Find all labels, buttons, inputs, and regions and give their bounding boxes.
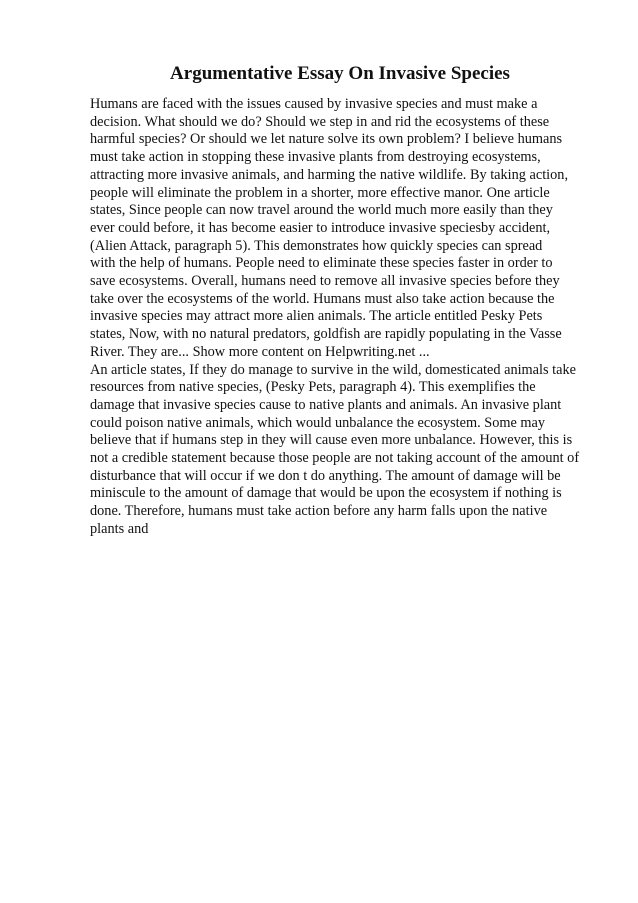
text-line: must take action in stopping these invasive plants from destroying ecosystems, — [90, 149, 541, 166]
text-line: states, Now, with no natural predators, goldfish are rapidly populating in the Vasse — [90, 326, 562, 343]
text-line: people will eliminate the problem in a shorter, more effective manor. One article — [90, 184, 550, 201]
text-line: disturbance that will occur if we don t do anything. The amount of damage will be — [90, 467, 561, 484]
essay-body — [90, 96, 600, 539]
text-line: Humans are faced with the issues caused by invasive species and must make a — [90, 96, 538, 112]
text-line: decision. What should we do? Should we step in and rid the ecosystems of these — [90, 113, 550, 130]
text-line: attracting more invasive animals, and harming the native wildlife. By taking action, — [90, 166, 569, 183]
text-line: harmful species? Or should we let nature solve its own problem? I believe humans — [90, 131, 563, 148]
text-line: River. They are... Show more content on Helpwriting.net ... — [90, 343, 430, 360]
text-line: believe that if humans step in they will cause even more unbalance. However, this is — [90, 432, 573, 449]
text-line: states, Since people can now travel around the world much more easily than they — [90, 202, 553, 219]
text-line: damage that invasive species cause to native plants and animals. An invasive plant — [90, 396, 562, 413]
text-line: with the help of humans. People need to eliminate these species faster in order to — [90, 255, 553, 272]
text-line: take over the ecosystems of the world. Humans must also take action because the — [90, 290, 555, 307]
text-line: done. Therefore, humans must take action before any harm falls upon the native — [90, 503, 548, 520]
text-line: resources from native species, (Pesky Pets, paragraph 4). This exemplifies the — [90, 379, 536, 396]
text-line: ever could before, it has become easier to introduce invasive speciesby accident, — [90, 219, 551, 236]
document-title: Argumentative Essay On Invasive Species — [170, 63, 510, 84]
text-line: miniscule to the amount of damage that would be upon the ecosystem if nothing is — [90, 485, 562, 502]
text-line: (Alien Attack, paragraph 5). This demonstrates how quickly species can spread — [90, 237, 543, 254]
text-line: could poison native animals, which would unbalance the ecosystem. Some may — [90, 414, 546, 431]
text-line: not a credible statement because those people are not taking account of the amount of — [90, 450, 580, 467]
text-line: save ecosystems. Overall, humans need to remove all invasive species before they — [90, 273, 560, 290]
text-line: An article states, If they do manage to survive in the wild, domesticated animals take — [90, 361, 576, 378]
text-line: invasive species may attract more alien animals. The article entitled Pesky Pets — [90, 308, 543, 325]
text-line: plants and — [90, 520, 149, 537]
